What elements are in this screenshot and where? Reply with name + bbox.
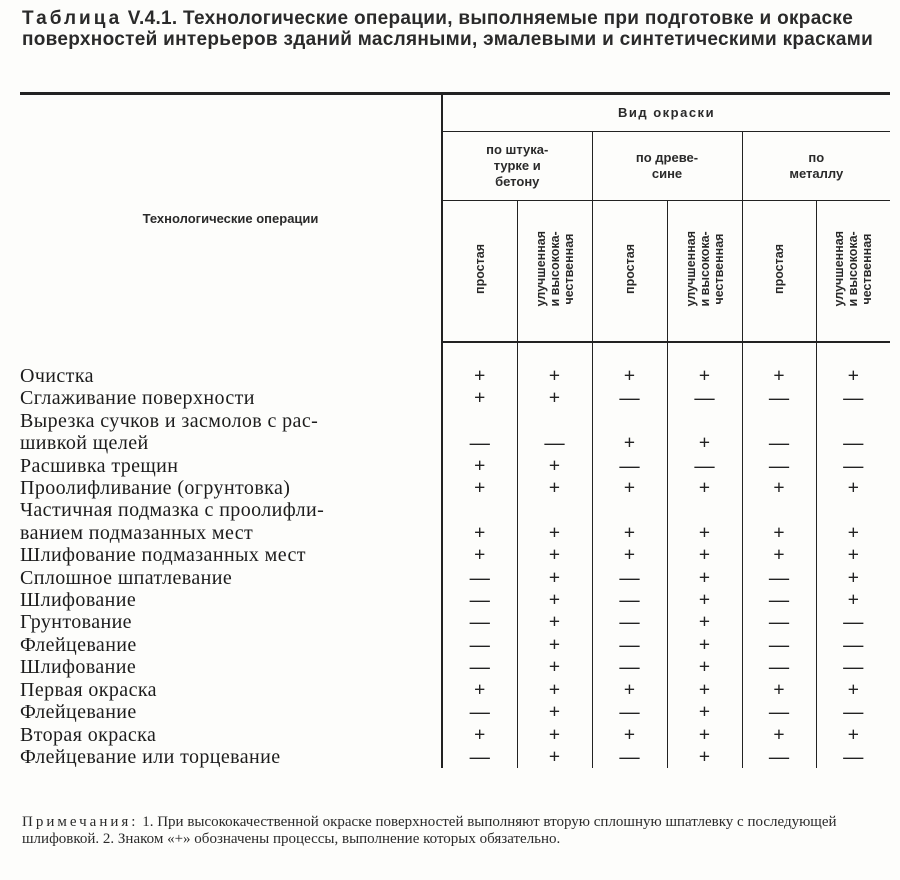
mark-cell: — — [592, 656, 667, 678]
mark-cell: + — [442, 387, 517, 409]
mark-cell: + — [517, 611, 592, 633]
operation-cell: Расшивка трещин — [20, 454, 179, 477]
mark-cell: — — [742, 634, 816, 656]
operations-body — [20, 342, 890, 768]
mark-cell: — — [592, 701, 667, 723]
mark-cell: + — [742, 365, 816, 387]
mark-cell: — — [742, 455, 816, 477]
operation-cell: Вторая окраска — [20, 723, 157, 746]
mark-cell: — — [816, 455, 890, 477]
mark-cell: — — [442, 567, 517, 589]
mark-cell: — — [742, 656, 816, 678]
operations-table — [20, 92, 890, 768]
spacer-cell — [667, 342, 742, 365]
table-row — [20, 634, 890, 656]
subheader-cell — [442, 201, 517, 343]
table-row — [20, 410, 890, 455]
subheader-cell — [517, 201, 592, 343]
mark-cell: + — [816, 365, 890, 387]
mark-cell: — — [742, 746, 816, 768]
note-text: 1. При высококачественной окраске поверхностей выполняют вторую сплошную шпатлевку с последующей шлифовкой. 2. Знаком «+» обозначены процессы, выполнение которых обязательно. — [22, 814, 837, 847]
subheader-label: улучшенная и высокока- чественная — [683, 231, 726, 307]
mark-cell: — — [442, 656, 517, 678]
title-text: V.4.1. Технологические операции, выполняемые при подготовке и окраске поверхностей интерьеров зданий масляными, эмалевыми и синтетическими красками — [22, 8, 874, 50]
mark-cell: + — [442, 499, 517, 544]
mark-cell: + — [517, 724, 592, 746]
mark-cell: + — [442, 724, 517, 746]
mark-cell: + — [517, 746, 592, 768]
table-row — [20, 567, 890, 589]
mark-cell: + — [742, 679, 816, 701]
mark-cell: + — [667, 611, 742, 633]
operation-cell: Первая окраска — [20, 678, 157, 701]
mark-cell: + — [592, 724, 667, 746]
mark-cell: — — [592, 589, 667, 611]
mark-cell: + — [742, 499, 816, 544]
mark-cell: — — [667, 455, 742, 477]
operation-cell: Шлифование — [20, 656, 137, 679]
group-header: по древе- сине — [592, 132, 742, 201]
table-row — [20, 477, 890, 499]
table-row — [20, 679, 890, 701]
mark-cell: — — [667, 387, 742, 409]
table-row — [20, 544, 890, 566]
mark-cell: + — [592, 365, 667, 387]
mark-cell: + — [667, 567, 742, 589]
mark-cell: + — [816, 724, 890, 746]
title-lead: Таблица — [22, 8, 123, 29]
mark-cell: + — [442, 455, 517, 477]
operation-cell: Частичная подмазка с проолифли- ванием подмазанных мест — [20, 499, 325, 544]
subheader-cell — [742, 201, 816, 343]
ops-header: Технологические операции — [20, 94, 442, 343]
subheader-label: простая — [772, 244, 786, 294]
table-row — [20, 656, 890, 678]
mark-cell: — — [592, 634, 667, 656]
operation-cell: Очистка — [20, 365, 94, 387]
paint-type-header: Вид окраски — [442, 94, 890, 132]
mark-cell: + — [816, 567, 890, 589]
subheader-label: улучшенная и высокока- чественная — [832, 231, 875, 307]
mark-cell: + — [517, 679, 592, 701]
subheader-cell — [816, 201, 890, 343]
group-header: по штука- турке и бетону — [442, 132, 592, 201]
operation-cell: Флейцевание — [20, 701, 137, 724]
mark-cell: — — [816, 387, 890, 409]
mark-cell: — — [816, 701, 890, 723]
mark-cell: — — [742, 410, 816, 455]
mark-cell: + — [517, 567, 592, 589]
mark-cell: — — [742, 567, 816, 589]
mark-cell: + — [517, 499, 592, 544]
mark-cell: + — [442, 365, 517, 387]
mark-cell: + — [667, 724, 742, 746]
mark-cell: + — [742, 544, 816, 566]
operation-cell: Вырезка сучков и засмолов с рас- шивкой щелей — [20, 409, 319, 455]
spacer-cell — [442, 342, 517, 365]
mark-cell: + — [517, 589, 592, 611]
spacer-row — [20, 342, 890, 365]
operation-cell: Грунтование — [20, 611, 132, 634]
table-row — [20, 746, 890, 768]
mark-cell: + — [442, 544, 517, 566]
mark-cell: + — [592, 410, 667, 455]
spacer-cell — [20, 342, 442, 365]
subheader-label: улучшенная и высокока- чественная — [533, 231, 576, 307]
subheader-label: простая — [622, 244, 637, 294]
mark-cell: — — [592, 387, 667, 409]
table-row — [20, 499, 890, 544]
mark-cell: + — [517, 387, 592, 409]
mark-cell: + — [667, 589, 742, 611]
mark-cell: + — [816, 499, 890, 544]
table-row — [20, 365, 890, 387]
mark-cell: + — [592, 679, 667, 701]
mark-cell: + — [742, 477, 816, 499]
mark-cell: + — [667, 679, 742, 701]
operation-cell: Проолифливание (огрунтовка) — [20, 477, 291, 500]
mark-cell: — — [442, 634, 517, 656]
operation-cell: Сплошное шпатлевание — [20, 566, 233, 589]
operation-cell: Флейцевание — [20, 633, 137, 656]
mark-cell: — — [816, 634, 890, 656]
mark-cell: + — [667, 477, 742, 499]
mark-cell: + — [816, 679, 890, 701]
mark-cell: + — [517, 634, 592, 656]
table-note — [22, 814, 894, 847]
mark-cell: + — [667, 701, 742, 723]
note-label: Примечания: — [22, 814, 139, 830]
mark-cell: + — [667, 410, 742, 455]
subheader-cell — [667, 201, 742, 343]
mark-cell: + — [667, 544, 742, 566]
table-row — [20, 387, 890, 409]
mark-cell: + — [816, 589, 890, 611]
table-row — [20, 589, 890, 611]
mark-cell: — — [742, 611, 816, 633]
mark-cell: + — [442, 477, 517, 499]
operation-cell: Шлифование подмазанных мест — [20, 544, 306, 567]
mark-cell: — — [742, 589, 816, 611]
mark-cell: + — [816, 477, 890, 499]
spacer-cell — [816, 342, 890, 365]
mark-cell: + — [667, 656, 742, 678]
spacer-cell — [592, 342, 667, 365]
mark-cell: — — [592, 611, 667, 633]
mark-cell: + — [442, 679, 517, 701]
mark-cell: — — [442, 746, 517, 768]
operation-cell: Сглаживание поверхности — [20, 387, 255, 410]
group-header: по металлу — [742, 132, 890, 201]
mark-cell: — — [442, 410, 517, 455]
mark-cell: + — [517, 477, 592, 499]
mark-cell: — — [816, 410, 890, 455]
operation-cell: Флейцевание или торцевание — [20, 745, 281, 768]
table-row — [20, 724, 890, 746]
operation-cell: Шлифование — [20, 589, 137, 612]
mark-cell: — — [592, 455, 667, 477]
subheader-cell — [592, 201, 667, 343]
mark-cell: — — [816, 656, 890, 678]
table-row — [20, 611, 890, 633]
mark-cell: + — [592, 477, 667, 499]
mark-cell: — — [442, 611, 517, 633]
table-title — [22, 8, 894, 50]
mark-cell: + — [667, 499, 742, 544]
mark-cell: + — [517, 365, 592, 387]
mark-cell: — — [742, 387, 816, 409]
mark-cell: — — [742, 701, 816, 723]
table-row — [20, 455, 890, 477]
mark-cell: + — [667, 746, 742, 768]
mark-cell: + — [517, 656, 592, 678]
mark-cell: — — [442, 701, 517, 723]
spacer-cell — [517, 342, 592, 365]
mark-cell: — — [517, 410, 592, 455]
mark-cell: + — [667, 365, 742, 387]
mark-cell: + — [592, 499, 667, 544]
subheader-label: простая — [472, 244, 487, 294]
mark-cell: + — [592, 544, 667, 566]
mark-cell: — — [816, 611, 890, 633]
mark-cell: — — [816, 746, 890, 768]
mark-cell: — — [592, 567, 667, 589]
table-row — [20, 701, 890, 723]
mark-cell: — — [592, 746, 667, 768]
mark-cell: + — [517, 544, 592, 566]
mark-cell: + — [667, 634, 742, 656]
mark-cell: + — [517, 455, 592, 477]
mark-cell: + — [742, 724, 816, 746]
mark-cell: — — [442, 589, 517, 611]
mark-cell: + — [816, 544, 890, 566]
spacer-cell — [742, 342, 816, 365]
mark-cell: + — [517, 701, 592, 723]
